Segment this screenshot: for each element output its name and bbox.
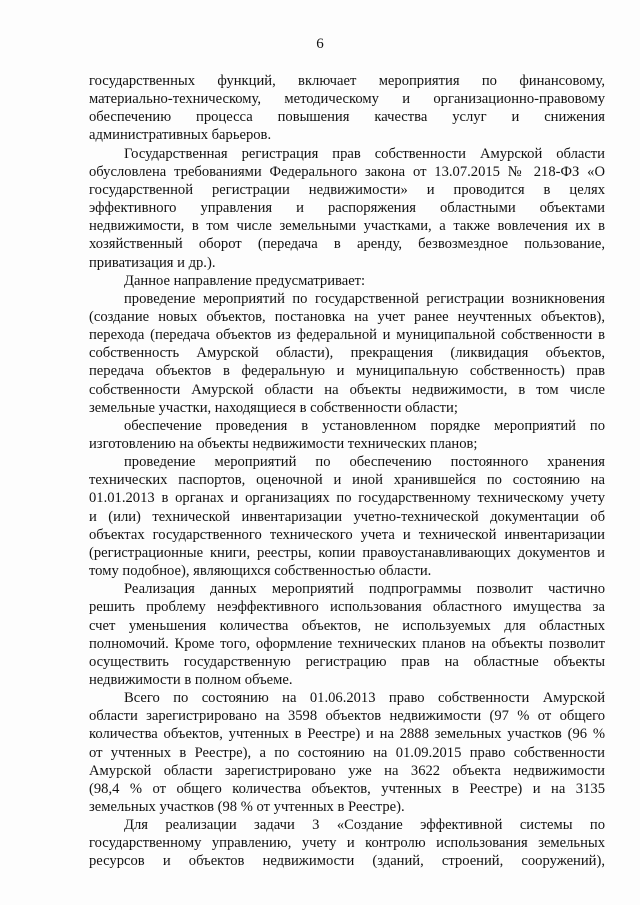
text-line: от учтенных в Реестре), а по состоянию на 01.09.2015 право собственности [89,744,605,761]
text-line: материально-техническому, методическому и организационно-правовому [89,91,605,108]
text-line: области зарегистрировано на 3598 объектов недвижимости (97 % от общего [89,708,605,725]
text-line: государственных функций, включает мероприятия по финансовому, [89,73,605,89]
text-line: передача объектов в федеральную и муниципальную собственность) прав [89,363,605,380]
text-line: 01.01.2013 в органах и организациях по государственному техническому учету [89,490,605,507]
text-line: эффективного управления и распоряжения областными объектами [89,200,605,217]
text-line: хозяйственный оборот (передача в аренду, безвозмездное пользование, [89,236,605,253]
text-line: технических паспортов, оценочной и иной хранившейся по состоянию на [89,472,605,489]
text-line: Амурской области зарегистрировано уже на 3622 объекта недвижимости [89,762,605,779]
text-line: тому подобное), являющихся собственностью области. [89,563,432,580]
text-line: объектах государственного технического учета и технической инвентаризации [89,526,605,543]
text-line: и (или) технической инвентаризации учетно-технической документации об [89,508,605,525]
text-line: собственность Амурской области), прекращения (ликвидация объектов, [89,345,605,362]
text-line: изготовлению на объекты недвижимости технических планов; [89,436,478,452]
text-line: решить проблему неэффективного использования областного имущества за [89,599,605,616]
text-line: Всего по состоянию на 01.06.2013 право собственности Амурской [124,690,605,707]
text-line: обеспечение проведения в установленном порядке мероприятий по [124,417,605,434]
text-line: проведение мероприятий по обеспечению постоянного хранения [124,454,605,471]
text-line: (98,4 % от общего количества объектов, учтенных в Реестре) и на 3135 [89,780,605,797]
page-number: 6 [316,36,324,52]
text-line: ресурсов и объектов недвижимости (зданий, строений, сооружений), [89,853,605,870]
text-line: полномочий. Кроме того, оформление технических планов на объекты позволит [89,635,605,652]
text-line: земельных участков (98 % от учтенных в Реестре). [89,799,405,815]
text-line: проведение мероприятий по государственной регистрации возникновения [124,290,605,307]
text-line: обусловлена требованиями Федерального закона от 13.07.2015 № 218-ФЗ «О [89,163,605,180]
text-line: недвижимости в полном объеме. [89,671,293,688]
text-line: государственной регистрации недвижимости» и проводится в целях [89,181,605,198]
text-line: собственности Амурской области на объекты недвижимости, в том числе [89,381,605,398]
text-line: Реализация данных мероприятий подпрограммы позволит частично [124,581,605,598]
text-line: Государственная регистрация прав собственности Амурской области [124,145,605,162]
text-line: Для реализации задачи 3 «Создание эффективной системы по [124,817,605,834]
text-line: счет уменьшения количества объектов, не используемых для областных [89,617,605,634]
text-line: перехода (передача объектов из федеральной и муниципальной собственности в [89,327,605,344]
text-line: земельные участки, находящиеся в собственности области; [89,399,458,416]
text-line: приватизация и др.). [89,254,216,271]
text-line: недвижимости, в том числе земельными участками, а также вовлечения их в [89,218,605,235]
text-line: обеспечению процесса повышения качества услуг и снижения [89,109,605,126]
text-line: осуществить государственную регистрацию прав на областные объекты [89,653,605,670]
text-line: административных барьеров. [89,127,272,144]
text-line: (регистрационные книги, реестры, копии правоустанавливающих документов и [89,544,605,561]
text-line: государственному управлению, учету и контролю использования земельных [89,835,605,852]
text-line: Данное направление предусматривает: [124,272,366,289]
text-line: (создание новых объектов, постановка на учет ранее неучтенных объектов), [89,308,605,325]
text-line: количества объектов, учтенных в Реестре) и на 2888 земельных участков (96 % [89,726,605,743]
